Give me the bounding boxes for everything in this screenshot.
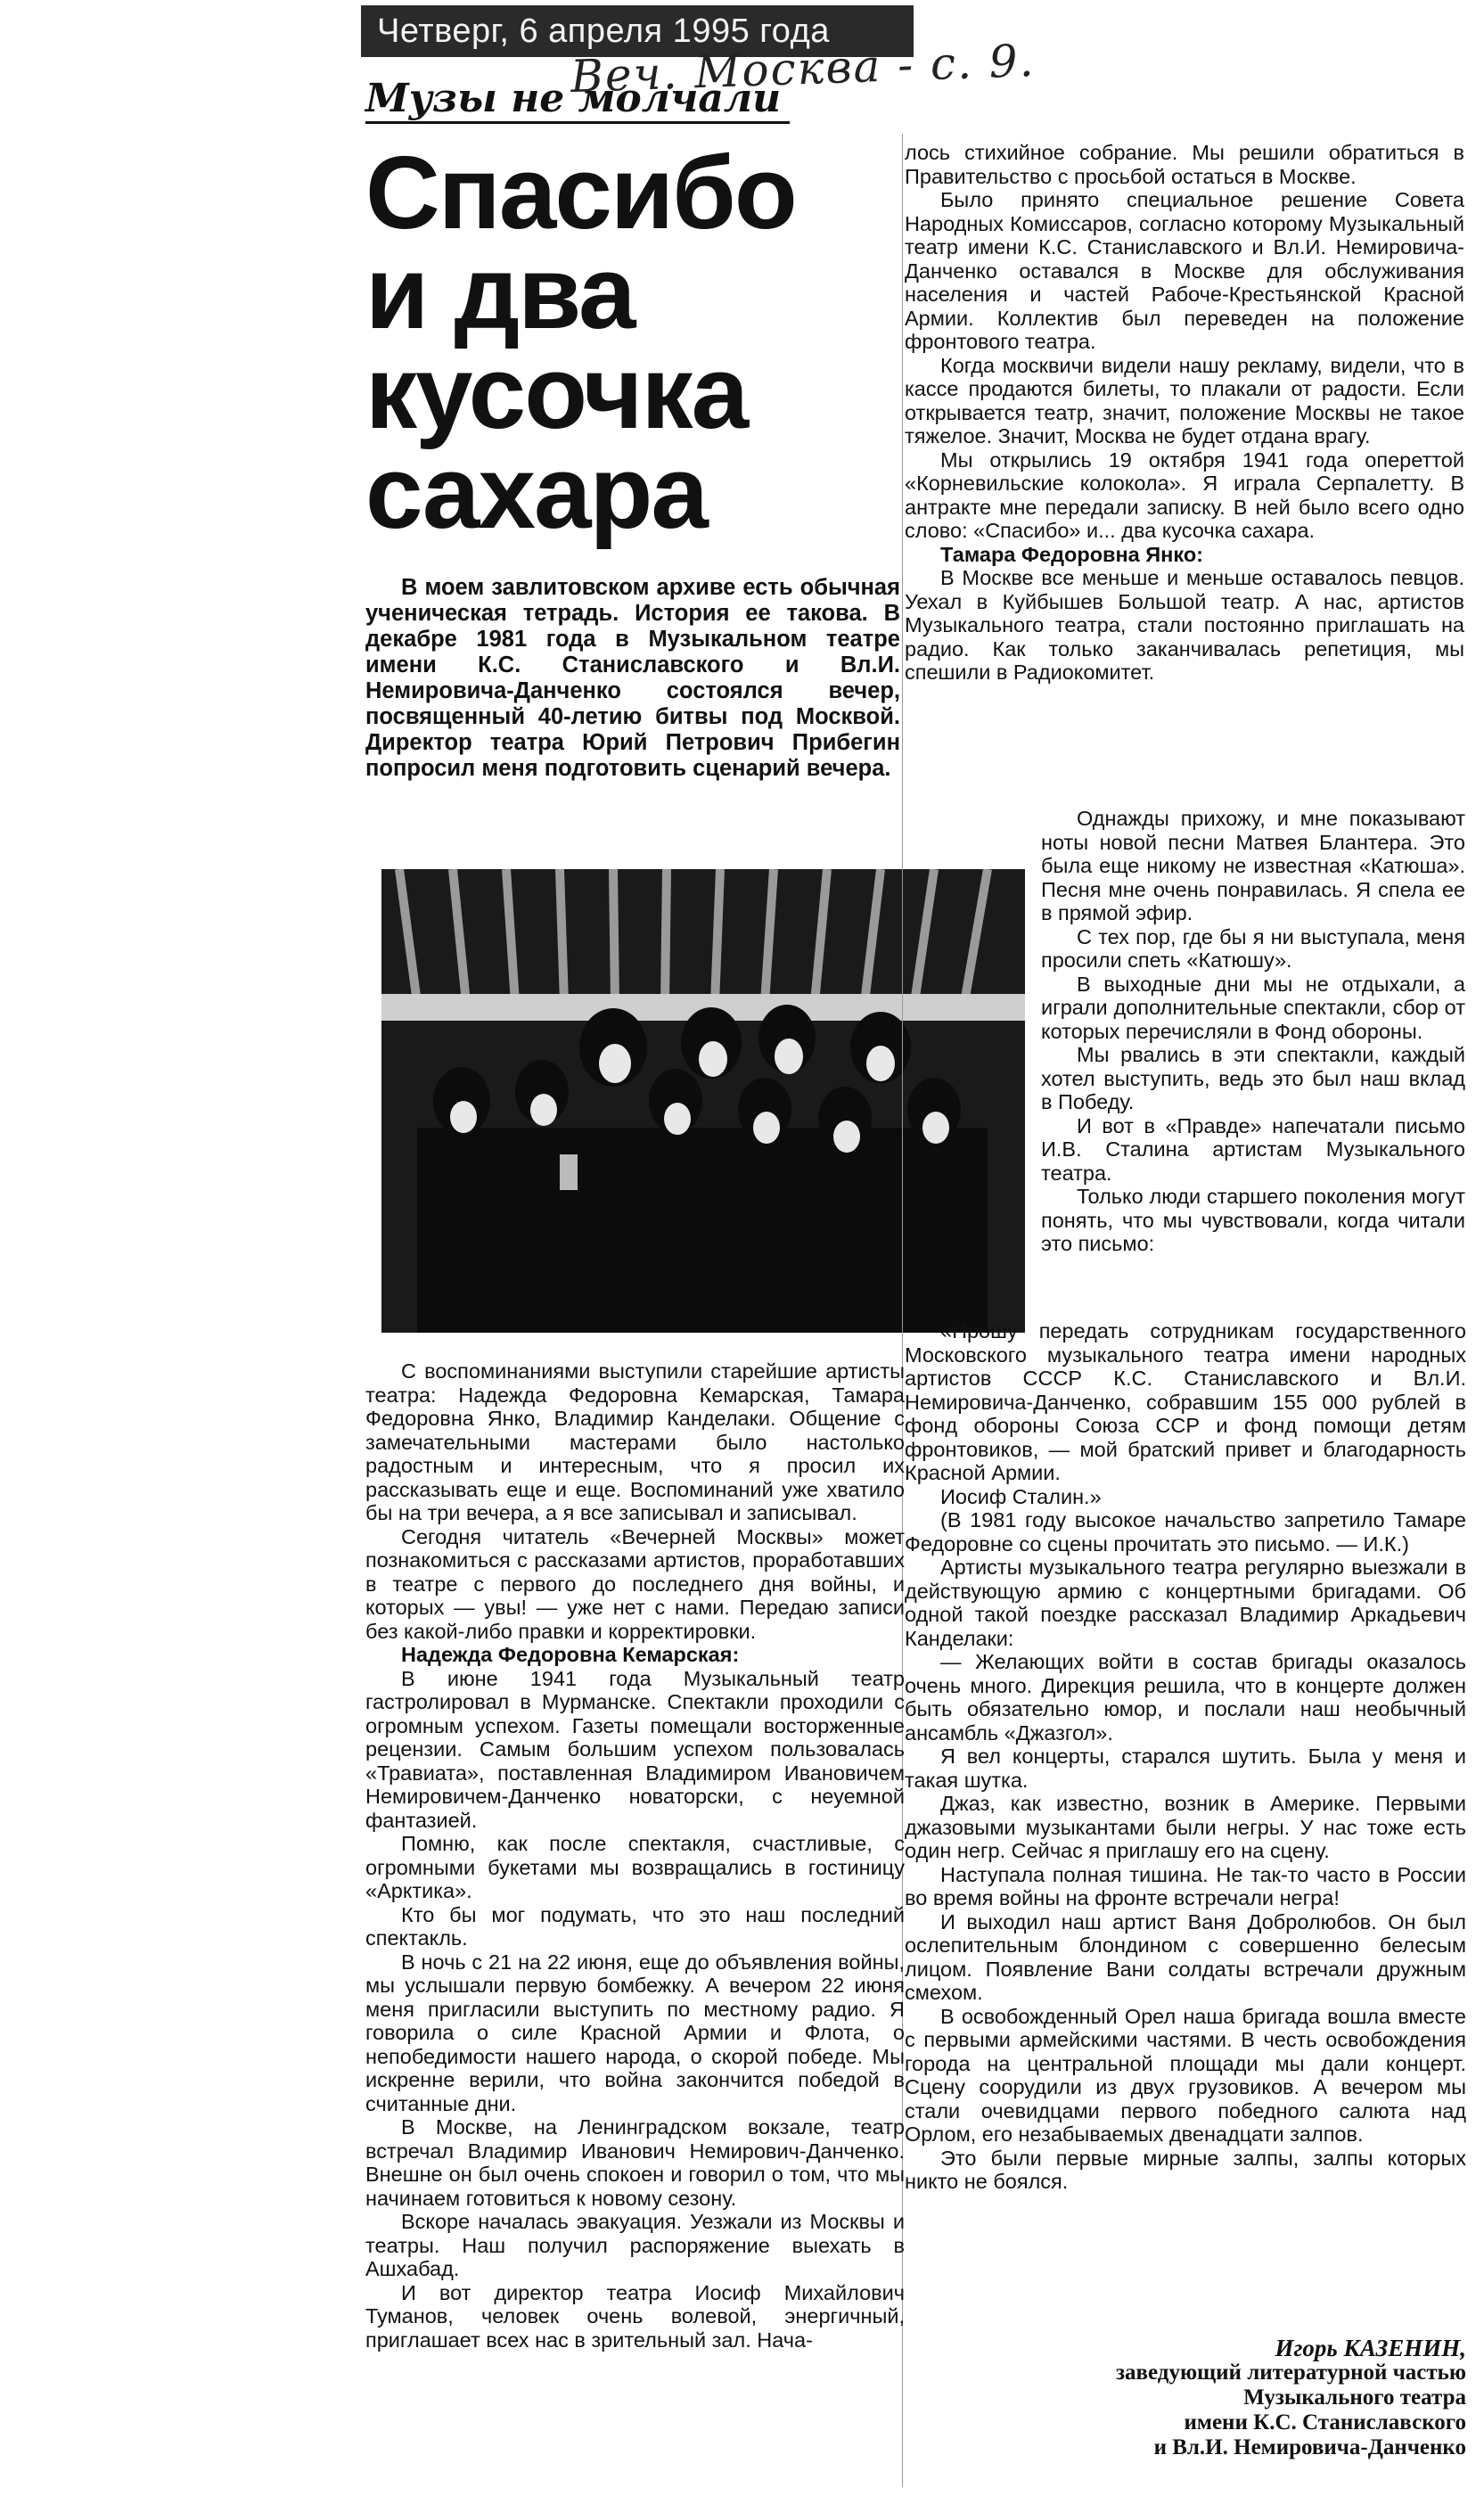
author-position: Музыкального театра — [1243, 2385, 1466, 2410]
paragraph: В ночь с 21 на 22 июня, еще до объявления войны, мы услышали первую бомбежку. А вечером 22 июня меня пригласили выступить по местному радио. Я говорила о силе Красной Армии и Флота, о непобедимости нашего народа, о скорой победе. Мы искренне верили, что война закончится победой в считанные дни. — [365, 1950, 905, 2115]
paragraph: (В 1981 году высокое начальство запретило Тамаре Федоровне со сцены прочитать это письмо. — И.К.) — [905, 1508, 1466, 1556]
headline-line: сахара — [365, 434, 707, 550]
rubric: Музы не молчали — [365, 76, 790, 124]
author-position: имени К.С. Станиславского — [1184, 2410, 1466, 2434]
paragraph: Наступала полная тишина. Не так-то часто в России во время войны на фронте встречали негра! — [905, 1862, 1466, 1909]
left-column — [365, 1359, 905, 2352]
paragraph: Сегодня читатель «Вечерней Москвы» может познакомиться с рассказами артистов, проработавших в театре с первого до последнего дня войны, и которых — увы! — уже нет с нами. Передаю записи без какой-либо правки и корректировки. — [365, 1524, 905, 1643]
group-photo — [381, 869, 1025, 1333]
paragraph: Мы открылись 19 октября 1941 года опереттой «Корневильские колокола». Я играла Серпалетту. В антракте мне передали записку. В ней было всего одно слово: «Спасибо» и... два кусочка сахара. — [905, 447, 1464, 542]
right-column-bottom — [905, 1319, 1466, 2194]
paragraph: Артисты музыкального театра регулярно выезжали в действующую армию с концертными бригадами. Об одной такой поездке рассказал Владимир Аркадьевич Канделаки: — [905, 1556, 1466, 1650]
paragraph: Помню, как после спектакля, счастливые, с огромными букетами мы возвращались в гостиницу «Арктика». — [365, 1832, 905, 1902]
headline-line: Спасибо — [365, 135, 796, 250]
paragraph: Когда москвичи видели нашу рекламу, видели, что в кассе продаются билеты, то плакали от радости. Если открывается театр, значит, положение Москвы не такое тяжелое. Значит, Москва не будет отдана врагу. — [905, 353, 1464, 447]
paragraph: В июне 1941 года Музыкальный театр гастролировал в Мурманске. Спектакли проходили с огромным успехом. Газеты помещали восторженные рецензии. Самым большим успехом пользовалась «Травиата», поставленная Владимиром Ивановичем Немировичем-Данченко новаторски, с неуемной фантазией. — [365, 1666, 905, 1832]
headline-line: и два — [365, 234, 635, 350]
author-name: Игорь КАЗЕНИН, — [1275, 2335, 1466, 2361]
paragraph: лось стихийное собрание. Мы решили обратиться в Правительство с просьбой остаться в Москве. — [905, 141, 1464, 188]
right-column-middle — [1041, 807, 1465, 1256]
paragraph: Однажды прихожу, и мне показывают ноты новой песни Матвея Блантера. Это была еще никому не известная «Катюша». Песня мне очень понравилась. Я спела ее в прямой эфир. — [1041, 807, 1465, 924]
paragraph: Мы рвались в эти спектакли, каждый хотел выступить, ведь это был наш вклад в Победу. — [1041, 1043, 1465, 1113]
author-signature — [989, 2336, 1466, 2460]
right-column-top — [905, 141, 1464, 685]
paragraph: Иосиф Сталин.» — [940, 1484, 1102, 1508]
headline — [365, 135, 900, 550]
paragraph: Только люди старшего поколения могут понять, что мы чувствовали, когда читали это письмо: — [1041, 1185, 1465, 1255]
lead-paragraph: В моем завлитовском архиве есть обычная ученическая тетрадь. История ее такова. В декабре 1981 года в Музыкальном театре имени К.С. Станиславского и Вл.И. Немировича-Данченко состоялся вечер, посвященный 40-летию битвы под Москвой. Директор театра Юрий Петрович Прибегин попросил меня подготовить сценарий вечера. — [365, 575, 900, 781]
paragraph: Это были первые мирные залпы, залпы которых никто не боялся. — [905, 2146, 1466, 2193]
paragraph: Вскоре началась эвакуация. Уезжали из Москвы и театры. Наш получил распоряжение выехать в Ашхабад. — [365, 2210, 905, 2280]
paragraph: И выходил наш артист Ваня Добролюбов. Он был ослепительным блондином с совершенно белесым лицом. Появление Вани солдаты встречали дружным смехом. — [905, 1909, 1466, 2004]
paragraph: С тех пор, где бы я ни выступала, меня просили спеть «Катюшу». — [1041, 924, 1465, 972]
paragraph: В Москве, на Ленинградском вокзале, театр встречал Владимир Иванович Немирович-Данченко. Внешне он был очень спокоен и говорил о том, что мы начинаем готовиться к новому сезону. — [365, 2115, 905, 2210]
paragraph: — Желающих войти в состав бригады оказалось очень много. Дирекция решила, что в концерте должен быть обязательно юмор, и послали наш необычный ансамбль «Джазгол». — [905, 1650, 1466, 1745]
paragraph: «Прошу передать сотрудникам государственного Московского музыкального театра имени народных артистов СССР К.С. Станиславского и Вл.И. Немировича-Данченко, собравшим 155 000 рублей в фонд обороны Союза ССР и фонд помощи детям фронтовиков, — мой братский привет и благодарность Красной Армии. — [905, 1319, 1466, 1484]
author-position: заведующий литературной частью — [1115, 2361, 1466, 2385]
paragraph: И вот в «Правде» напечатали письмо И.В. Сталина артистам Музыкального театра. — [1041, 1113, 1465, 1185]
paragraph: Я вел концерты, старался шутить. Была у меня и такая шутка. — [905, 1745, 1466, 1792]
headline-line: кусочка — [365, 334, 748, 450]
speaker-heading: Тамара Федоровна Янко: — [940, 542, 1204, 566]
handwritten-note: Веч. Москва - с. 9. — [570, 34, 1037, 103]
paragraph: В выходные дни мы не отдыхали, а играли дополнительные спектакли, сбор от которых перечисляли в Фонд обороны. — [1041, 972, 1465, 1043]
date-bar: Четверг, 6 апреля 1995 года — [361, 5, 914, 57]
photo-illustration — [381, 869, 1025, 1333]
paragraph: Кто бы мог подумать, что это наш последний спектакль. — [365, 1902, 905, 1950]
paragraph: В Москве все меньше и меньше оставалось певцов. Уехал в Куйбышев Большой театр. А нас, артистов Музыкального театра, стали постоянно приглашать на радио. Как только заканчивалась репетиция, мы спешили в Радиокомитет. — [905, 566, 1464, 684]
paragraph: Было принято специальное решение Совета Народных Комиссаров, согласно которому Музыкальный театр имени К.С. Станиславского и Вл.И. Немировича-Данченко оставался в Москве для обслуживания населения и частей Рабоче-Крестьянской Красной Армии. Коллектив был переведен на положение фронтового театра. — [905, 188, 1464, 353]
paragraph: Джаз, как известно, возник в Америке. Первыми джазовыми музыкантами были негры. У нас тоже есть один негр. Сейчас я приглашу его на сцену. — [905, 1792, 1466, 1862]
author-position: и Вл.И. Немировича-Данченко — [1153, 2435, 1466, 2459]
speaker-heading: Надежда Федоровна Кемарская: — [401, 1643, 740, 1666]
paragraph: С воспоминаниями выступили старейшие артисты театра: Надежда Федоровна Кемарская, Тамара Федоровна Янко, Владимир Канделаки. Общение с замечательными мастерами было настолько радостным и интересным, что я просил их рассказывать еще и еще. Воспоминаний уже хватило бы на три вечера, а я все записывал и записывал. — [365, 1359, 905, 1524]
paragraph: И вот директор театра Иосиф Михайлович Туманов, человек очень волевой, энергичный, приглашает всех нас в зрительный зал. Нача- — [365, 2280, 905, 2352]
paragraph: В освобожденный Орел наша бригада вошла вместе с первыми армейскими частями. В честь освобождения города на центральной площади мы дали концерт. Сцену соорудили из двух грузовиков. А вечером мы стали очевидцами первого победного салюта над Орлом, его незабываемых двенадцати залпов. — [905, 2004, 1466, 2146]
